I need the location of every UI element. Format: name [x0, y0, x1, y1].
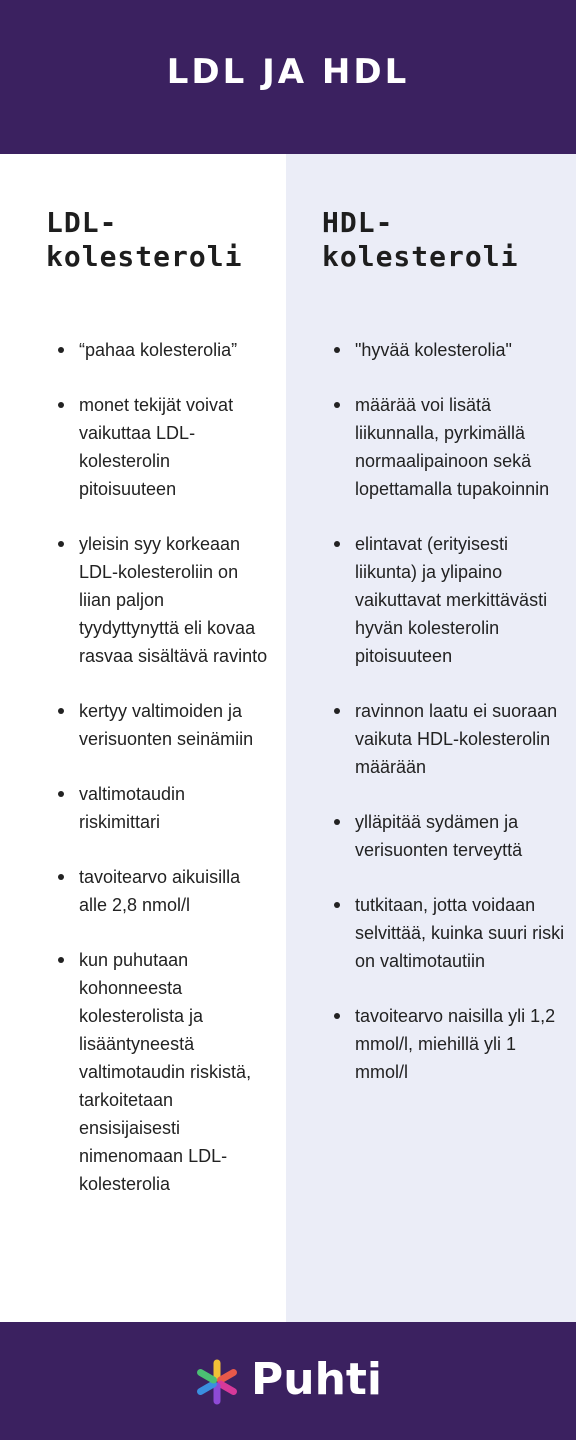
list-item	[334, 336, 572, 364]
list-item	[58, 336, 268, 364]
list-item-text: kun puhutaan kohonneesta kolesterolista ja lisääntyneestä valtimotaudin riskistä, tarkoitetaan ensisijaisesti nimenomaan LDL-kolesterolia	[79, 950, 252, 1194]
list-item-text: “pahaa kolesterolia”	[79, 340, 238, 360]
list-item-text: monet tekijät voivat vaikuttaa LDL-kolesterolin pitoisuuteen	[79, 395, 234, 499]
bullet-icon	[58, 541, 64, 547]
hdl-column	[286, 154, 576, 1322]
list-item	[334, 391, 572, 503]
logo-text: Puhti	[251, 1354, 383, 1405]
hdl-list	[334, 336, 572, 1113]
list-item	[334, 1002, 572, 1086]
list-item	[58, 946, 268, 1198]
ldl-list	[58, 336, 268, 1225]
bullet-icon	[334, 902, 340, 908]
page-footer	[0, 1322, 576, 1440]
bullet-icon	[58, 957, 64, 963]
bullet-icon	[334, 708, 340, 714]
puhti-logo	[193, 1356, 393, 1408]
list-item-text: tutkitaan, jotta voidaan selvittää, kuinka suuri riski on valtimotautiin	[355, 895, 565, 971]
bullet-icon	[334, 1013, 340, 1019]
list-item	[334, 891, 572, 975]
list-item-text: yleisin syy korkeaan LDL-kolesteroliin on liian paljon tyydyttynyttä eli kovaa rasvaa sisältävä ravinto	[79, 534, 268, 666]
bullet-icon	[58, 402, 64, 408]
bullet-icon	[58, 347, 64, 353]
list-item	[334, 530, 572, 670]
ldl-title: LDL-kolesteroli	[46, 206, 243, 273]
list-item-text: valtimotaudin riskimittari	[79, 784, 186, 832]
bullet-icon	[334, 347, 340, 353]
list-item	[58, 780, 268, 836]
list-item-text: kertyy valtimoiden ja verisuonten seinämiin	[79, 701, 254, 749]
list-item-text: "hyvää kolesterolia"	[355, 340, 512, 360]
list-item	[58, 863, 268, 919]
list-item	[58, 530, 268, 670]
colorful-asterisk-icon	[193, 1358, 241, 1406]
ldl-column	[0, 154, 286, 1322]
list-item-text: elintavat (erityisesti liikunta) ja ylipaino vaikuttavat merkittävästi hyvän kolesterolin pitoisuuteen	[355, 534, 548, 666]
list-item-text: ylläpitää sydämen ja verisuonten terveyttä	[355, 812, 523, 860]
page-title: LDL JA HDL	[166, 52, 410, 92]
list-item	[334, 808, 572, 864]
list-item	[58, 391, 268, 503]
bullet-icon	[334, 402, 340, 408]
list-item	[58, 697, 268, 753]
list-item-text: ravinnon laatu ei suoraan vaikuta HDL-kolesterolin määrään	[355, 701, 558, 777]
bullet-icon	[58, 874, 64, 880]
bullet-icon	[58, 791, 64, 797]
list-item-text: määrää voi lisätä liikunnalla, pyrkimällä normaalipainoon sekä lopettamalla tupakoinnin	[355, 395, 550, 499]
bullet-icon	[58, 708, 64, 714]
page-header	[0, 0, 576, 154]
bullet-icon	[334, 541, 340, 547]
bullet-icon	[334, 819, 340, 825]
list-item-text: tavoitearvo aikuisilla alle 2,8 nmol/l	[79, 867, 241, 915]
list-item	[334, 697, 572, 781]
list-item-text: tavoitearvo naisilla yli 1,2 mmol/l, miehillä yli 1 mmol/l	[355, 1006, 556, 1082]
hdl-title: HDL-kolesteroli	[322, 206, 519, 273]
